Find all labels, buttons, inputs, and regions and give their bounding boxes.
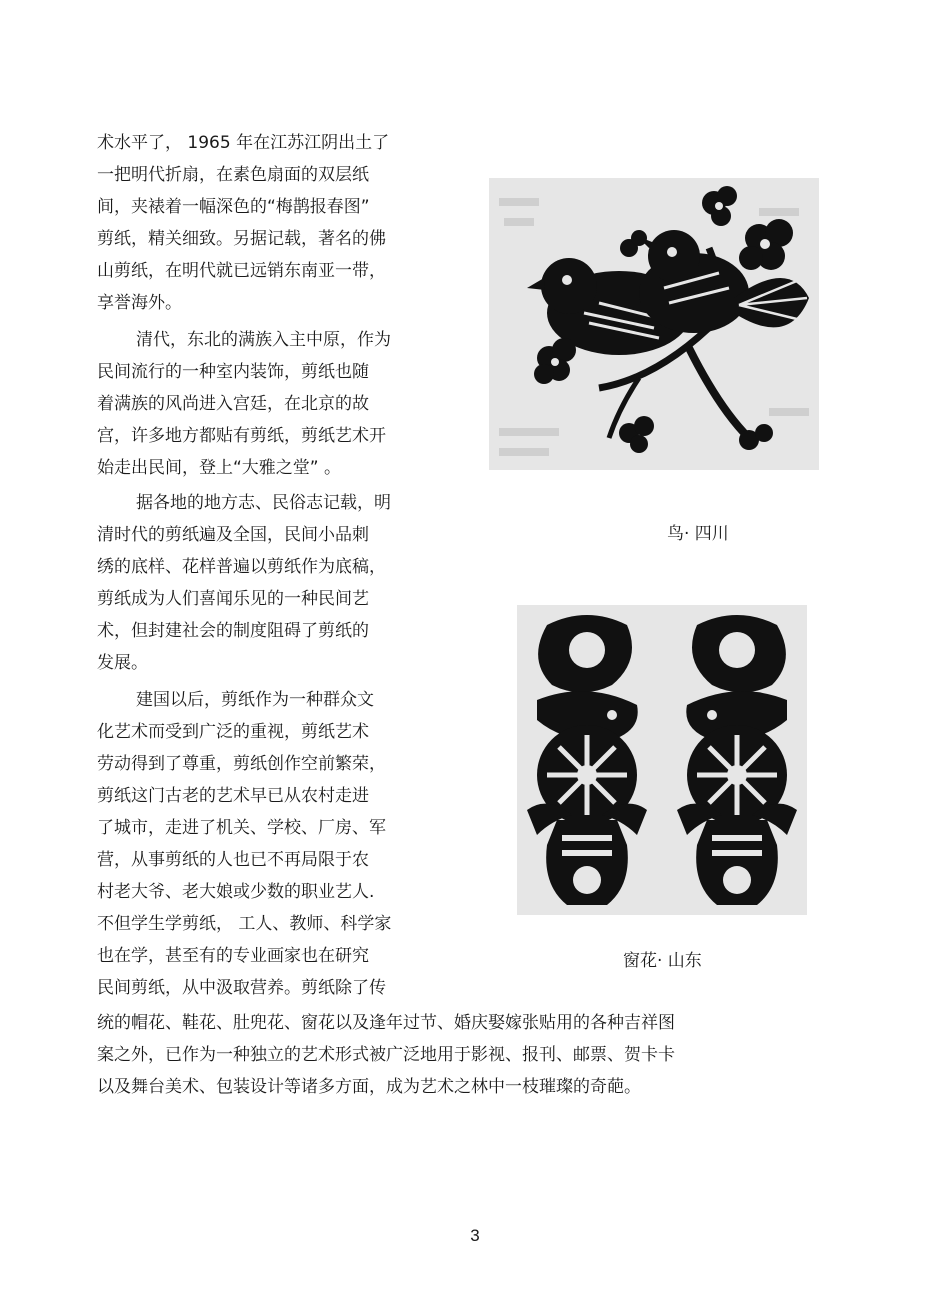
- body-line: 统的帽花、鞋花、肚兜花、窗花以及逢年过节、婚庆娶嫁张贴用的各种吉祥图: [97, 1013, 675, 1033]
- window-flower-papercut-icon: [517, 605, 807, 915]
- body-line: 术水平了， 1965 年在江苏江阴出土了: [97, 133, 390, 153]
- body-line: 宫，许多地方都贴有剪纸，剪纸艺术开: [97, 426, 386, 446]
- body-line: 村老大爷、老大娘或少数的职业艺人.: [97, 882, 375, 902]
- body-line: 始走出民间，登上“大雅之堂” 。: [97, 458, 342, 478]
- body-line: 化艺术而受到广泛的重视，剪纸艺术: [97, 722, 369, 742]
- body-line: 也在学，甚至有的专业画家也在研究: [97, 946, 369, 966]
- page-number: 3: [470, 1226, 480, 1245]
- body-line: 据各地的地方志、民俗志记载，明: [136, 493, 391, 513]
- body-line: 剪纸，精关细致。另据记载，著名的佛: [97, 229, 386, 249]
- body-line: 建国以后，剪纸作为一种群众文: [136, 690, 374, 710]
- body-line: 剪纸这门古老的艺术早已从农村走进: [97, 786, 369, 806]
- body-line: 间，夹裱着一幅深色的“梅鹊报春图”: [97, 197, 370, 217]
- body-line: 山剪纸，在明代就已远销东南亚一带，: [97, 261, 386, 281]
- body-line: 不但学生学剪纸， 工人、教师、科学家: [97, 914, 392, 934]
- body-line: 以及舞台美术、包装设计等诸多方面，成为艺术之林中一枝璀璨的奇葩。: [97, 1077, 641, 1097]
- body-line: 清代，东北的满族入主中原，作为: [136, 330, 391, 350]
- body-line: 了城市，走进了机关、学校、厂房、军: [97, 818, 386, 838]
- figure-caption-bird: 鸟· 四川: [667, 524, 729, 544]
- body-line: 着满族的风尚进入宫廷，在北京的故: [97, 394, 369, 414]
- body-line: 民间剪纸，从中汲取营养。剪纸除了传: [97, 978, 386, 998]
- body-line: 民间流行的一种室内装饰，剪纸也随: [97, 362, 369, 382]
- body-line: 一把明代折扇，在素色扇面的双层纸: [97, 165, 369, 185]
- body-line: 享誉海外。: [97, 293, 182, 313]
- body-line: 术，但封建社会的制度阻碍了剪纸的: [97, 621, 369, 641]
- body-line: 绣的底样、花样普遍以剪纸作为底稿，: [97, 557, 386, 577]
- body-line: 劳动得到了尊重，剪纸创作空前繁荣，: [97, 754, 386, 774]
- body-line: 营，从事剪纸的人也已不再局限于农: [97, 850, 369, 870]
- body-line: 发展。: [97, 653, 148, 673]
- figure-caption-window: 窗花· 山东: [623, 951, 702, 971]
- body-line: 剪纸成为人们喜闻乐见的一种民间艺: [97, 589, 369, 609]
- body-line: 案之外，已作为一种独立的艺术形式被广泛地用于影视、报刊、邮票、贺卡卡: [97, 1045, 675, 1065]
- bird-papercut-icon: [489, 178, 819, 470]
- bird-papercut-image: [489, 178, 819, 470]
- window-flower-papercut-image: [517, 605, 807, 915]
- body-line: 清时代的剪纸遍及全国，民间小品刺: [97, 525, 369, 545]
